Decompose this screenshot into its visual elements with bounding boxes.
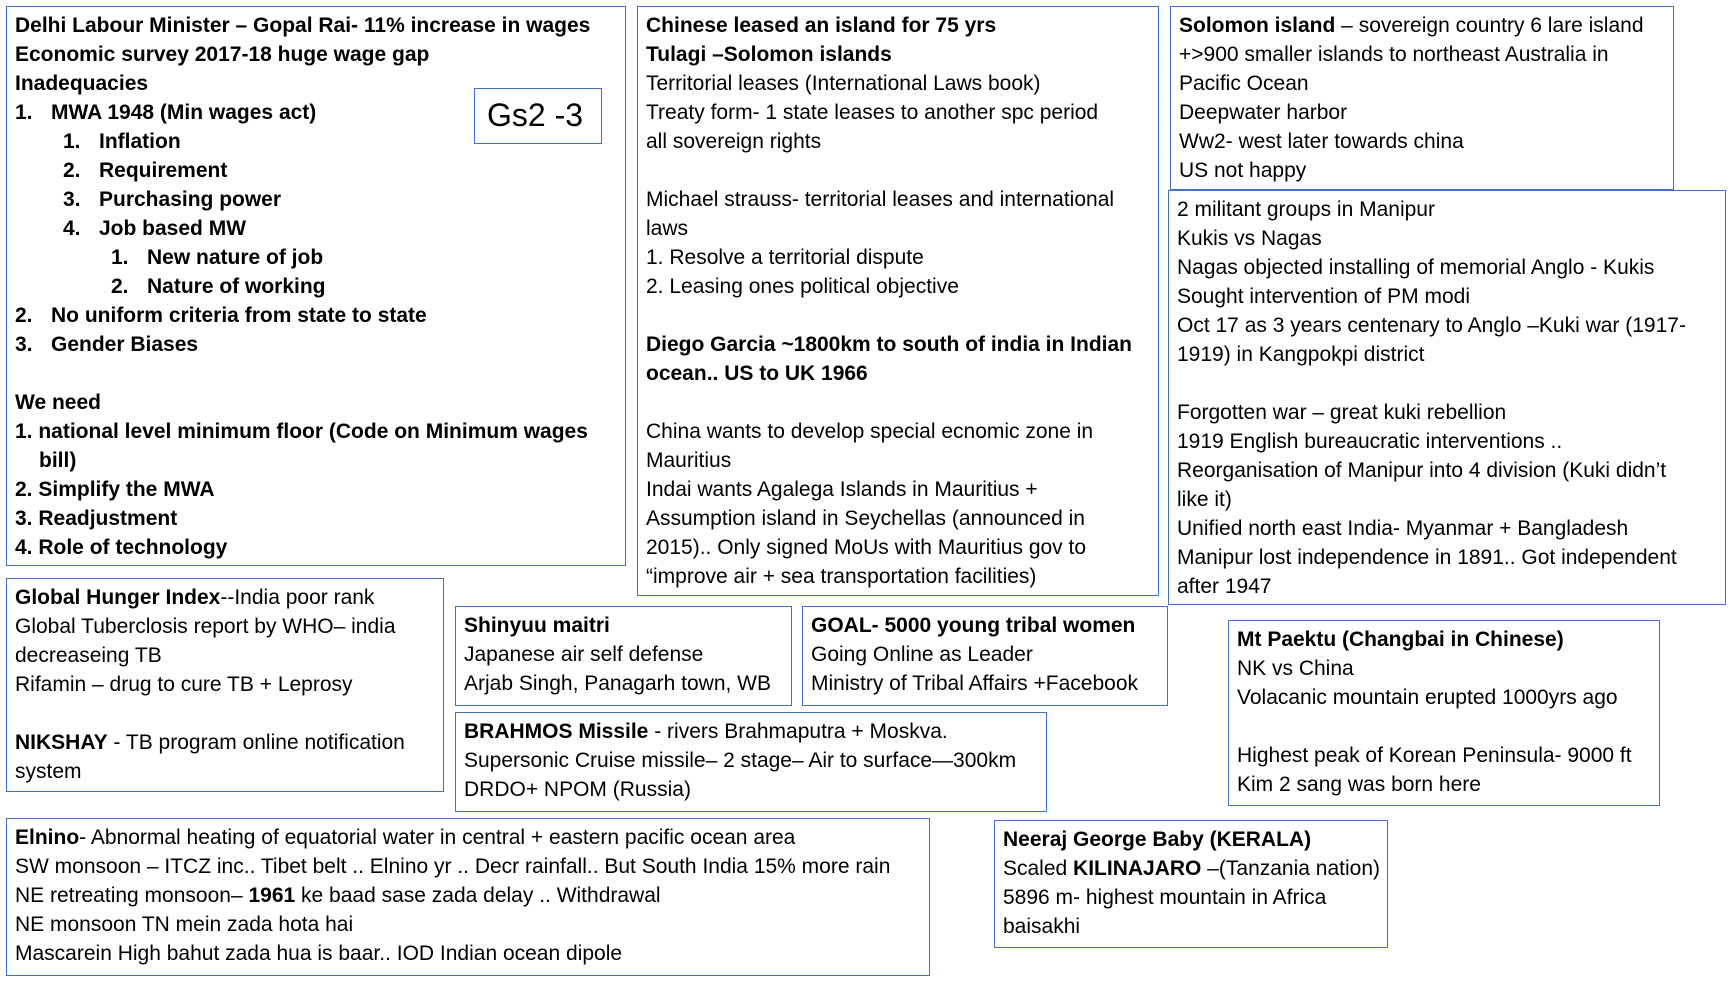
note-line: Oct 17 as 3 years centenary to Anglo –Kuki war (1917-: [1177, 314, 1686, 337]
note-line: Territorial leases (International Laws book): [646, 72, 1041, 95]
list-number: 2.: [63, 159, 81, 182]
note-text: –(Tanzania nation): [1201, 857, 1381, 880]
list-item: Inflation: [99, 130, 181, 153]
list-number: 1.: [111, 246, 129, 269]
note-line: China wants to develop special ecnomic zone in: [646, 420, 1094, 443]
wages-line: Inadequacies: [15, 72, 149, 95]
note-line: 2015).. Only signed MoUs with Mauritius gov to: [646, 536, 1087, 559]
note-line: all sovereign rights: [646, 130, 822, 153]
gs-tag-box: [474, 88, 602, 144]
hunger-note-box: [6, 578, 444, 792]
note-line: 5896 m- highest mountain in Africa: [1003, 886, 1327, 909]
note-line: US not happy: [1179, 159, 1307, 182]
list-number: 2.: [111, 275, 129, 298]
note-text: --India poor rank: [220, 586, 375, 609]
manipur-note-box: [1168, 190, 1726, 605]
wages-line: We need: [15, 391, 101, 414]
note-line: Mt Paektu (Changbai in Chinese): [1237, 628, 1564, 651]
goal-note-box: [802, 606, 1168, 706]
note-line: Reorganisation of Manipur into 4 division (Kuki didn’t: [1177, 459, 1667, 482]
wages-line: 2. Simplify the MWA: [15, 478, 215, 501]
note-line: GOAL- 5000 young tribal women: [811, 614, 1136, 637]
wages-line: 4. Role of technology: [15, 536, 228, 559]
note-line: Nagas objected installing of memorial Anglo - Kukis: [1177, 256, 1655, 279]
note-line: baisakhi: [1003, 915, 1081, 938]
note-heading: Elnino: [15, 826, 80, 849]
note-line: Supersonic Cruise missile– 2 stage– Air to surface—300km: [464, 749, 1017, 772]
note-text: - rivers Brahmaputra + Moskva.: [648, 720, 948, 743]
gs-tag-label: Gs2 -3: [487, 97, 584, 133]
list-number: 2.: [15, 304, 33, 327]
list-number: 3.: [15, 333, 33, 356]
note-line: Deepwater harbor: [1179, 101, 1348, 124]
note-line: 1919) in Kangpokpi district: [1177, 343, 1425, 366]
note-line: Kukis vs Nagas: [1177, 227, 1322, 250]
note-line: Volacanic mountain erupted 1000yrs ago: [1237, 686, 1618, 709]
china-island-note-box: [637, 6, 1159, 596]
note-line: Highest peak of Korean Peninsula- 9000 ft: [1237, 744, 1632, 767]
brahmos-note-box: [455, 712, 1047, 812]
note-line: Neeraj George Baby (KERALA): [1003, 828, 1312, 851]
wages-line: Economic survey 2017-18 huge wage gap: [15, 43, 430, 66]
list-item: Job based MW: [99, 217, 247, 240]
note-emphasis: KILINAJARO: [1073, 857, 1202, 880]
list-number: 1.: [15, 101, 33, 124]
note-heading: Global Hunger Index: [15, 586, 221, 609]
note-line: Michael strauss- territorial leases and international: [646, 188, 1115, 211]
note-line: Indai wants Agalega Islands in Mauritius +: [646, 478, 1038, 501]
note-line: 2 militant groups in Manipur: [1177, 198, 1435, 221]
note-line: Mauritius: [646, 449, 732, 472]
note-line: Treaty form- 1 state leases to another spc period: [646, 101, 1099, 124]
list-item: New nature of job: [147, 246, 324, 269]
note-line: Tulagi –Solomon islands: [646, 43, 892, 66]
note-line: Assumption island in Seychellas (announced in: [646, 507, 1085, 530]
shinyuu-note-box: [455, 606, 792, 706]
note-line: ocean.. US to UK 1966: [646, 362, 868, 385]
note-heading: Solomon island: [1179, 14, 1336, 37]
note-line: +>900 smaller islands to northeast Australia in: [1179, 43, 1609, 66]
note-line: SW monsoon – ITCZ inc.. Tibet belt .. Elnino yr .. Decr rainfall.. But South India 15% more rain: [15, 855, 891, 878]
note-line: NK vs China: [1237, 657, 1354, 680]
note-line: Global Tuberclosis report by WHO– india: [15, 615, 396, 638]
note-line: Rifamin – drug to cure TB + Leprosy: [15, 673, 353, 696]
note-line: Kim 2 sang was born here: [1237, 773, 1481, 796]
note-line: after 1947: [1177, 575, 1272, 598]
paektu-note-box: [1228, 620, 1660, 806]
note-line: Pacific Ocean: [1179, 72, 1309, 95]
note-line: Forgotten war – great kuki rebellion: [1177, 401, 1507, 424]
note-line: Chinese leased an island for 75 yrs: [646, 14, 997, 37]
note-line: Manipur lost independence in 1891.. Got independent: [1177, 546, 1677, 569]
note-line: Unified north east India- Myanmar + Bangladesh: [1177, 517, 1629, 540]
note-line: 1. Resolve a territorial dispute: [646, 246, 924, 269]
wages-line: Delhi Labour Minister – Gopal Rai- 11% increase in wages: [15, 14, 591, 37]
list-item: No uniform criteria from state to state: [51, 304, 427, 327]
note-emphasis: 1961: [248, 884, 296, 907]
list-item: MWA 1948 (Min wages act): [51, 101, 317, 124]
neeraj-note-box: [994, 820, 1388, 948]
note-line: Arjab Singh, Panagarh town, WB: [464, 672, 772, 695]
note-line: Ministry of Tribal Affairs +Facebook: [811, 672, 1138, 695]
list-item: Purchasing power: [99, 188, 282, 211]
note-line: decreaseing TB: [15, 644, 162, 667]
note-line: Ww2- west later towards china: [1179, 130, 1464, 153]
list-item: Gender Biases: [51, 333, 199, 356]
note-line: Mascarein High bahut zada hua is baar.. IOD Indian ocean dipole: [15, 942, 623, 965]
list-number: 3.: [63, 188, 81, 211]
note-heading: BRAHMOS Missile: [464, 720, 649, 743]
note-line: DRDO+ NPOM (Russia): [464, 778, 691, 801]
note-text: NE retreating monsoon–: [15, 884, 249, 907]
note-line: Diego Garcia ~1800km to south of india in Indian: [646, 333, 1133, 356]
note-text: Scaled: [1003, 857, 1074, 880]
note-line: laws: [646, 217, 689, 240]
note-line: 1919 English bureaucratic interventions ..: [1177, 430, 1563, 453]
note-line: like it): [1177, 488, 1232, 511]
list-number: 4.: [63, 217, 81, 240]
note-line: 2. Leasing ones political objective: [646, 275, 959, 298]
note-text: – sovereign country 6 lare island: [1335, 14, 1644, 37]
note-text: - TB program online notification: [107, 731, 405, 754]
list-number: 1.: [63, 130, 81, 153]
list-item: Requirement: [99, 159, 228, 182]
elnino-note-box: [6, 818, 930, 976]
note-heading: NIKSHAY: [15, 731, 108, 754]
note-line: Going Online as Leader: [811, 643, 1033, 666]
note-text: - Abnormal heating of equatorial water in central + eastern pacific ocean area: [79, 826, 796, 849]
note-line: NE monsoon TN mein zada hota hai: [15, 913, 354, 936]
note-line: Sought intervention of PM modi: [1177, 285, 1470, 308]
solomon-note-box: [1170, 6, 1674, 190]
wages-line: 1. national level minimum floor (Code on Minimum wages: [15, 420, 588, 443]
wages-line: bill): [39, 449, 77, 472]
note-line: Shinyuu maitri: [464, 614, 610, 637]
note-line: “improve air + sea transportation facilities): [646, 565, 1037, 588]
note-text: ke baad sase zada delay .. Withdrawal: [295, 884, 661, 907]
list-item: Nature of working: [147, 275, 326, 298]
note-line: system: [15, 760, 82, 783]
note-line: Japanese air self defense: [464, 643, 704, 666]
wages-line: 3. Readjustment: [15, 507, 178, 530]
